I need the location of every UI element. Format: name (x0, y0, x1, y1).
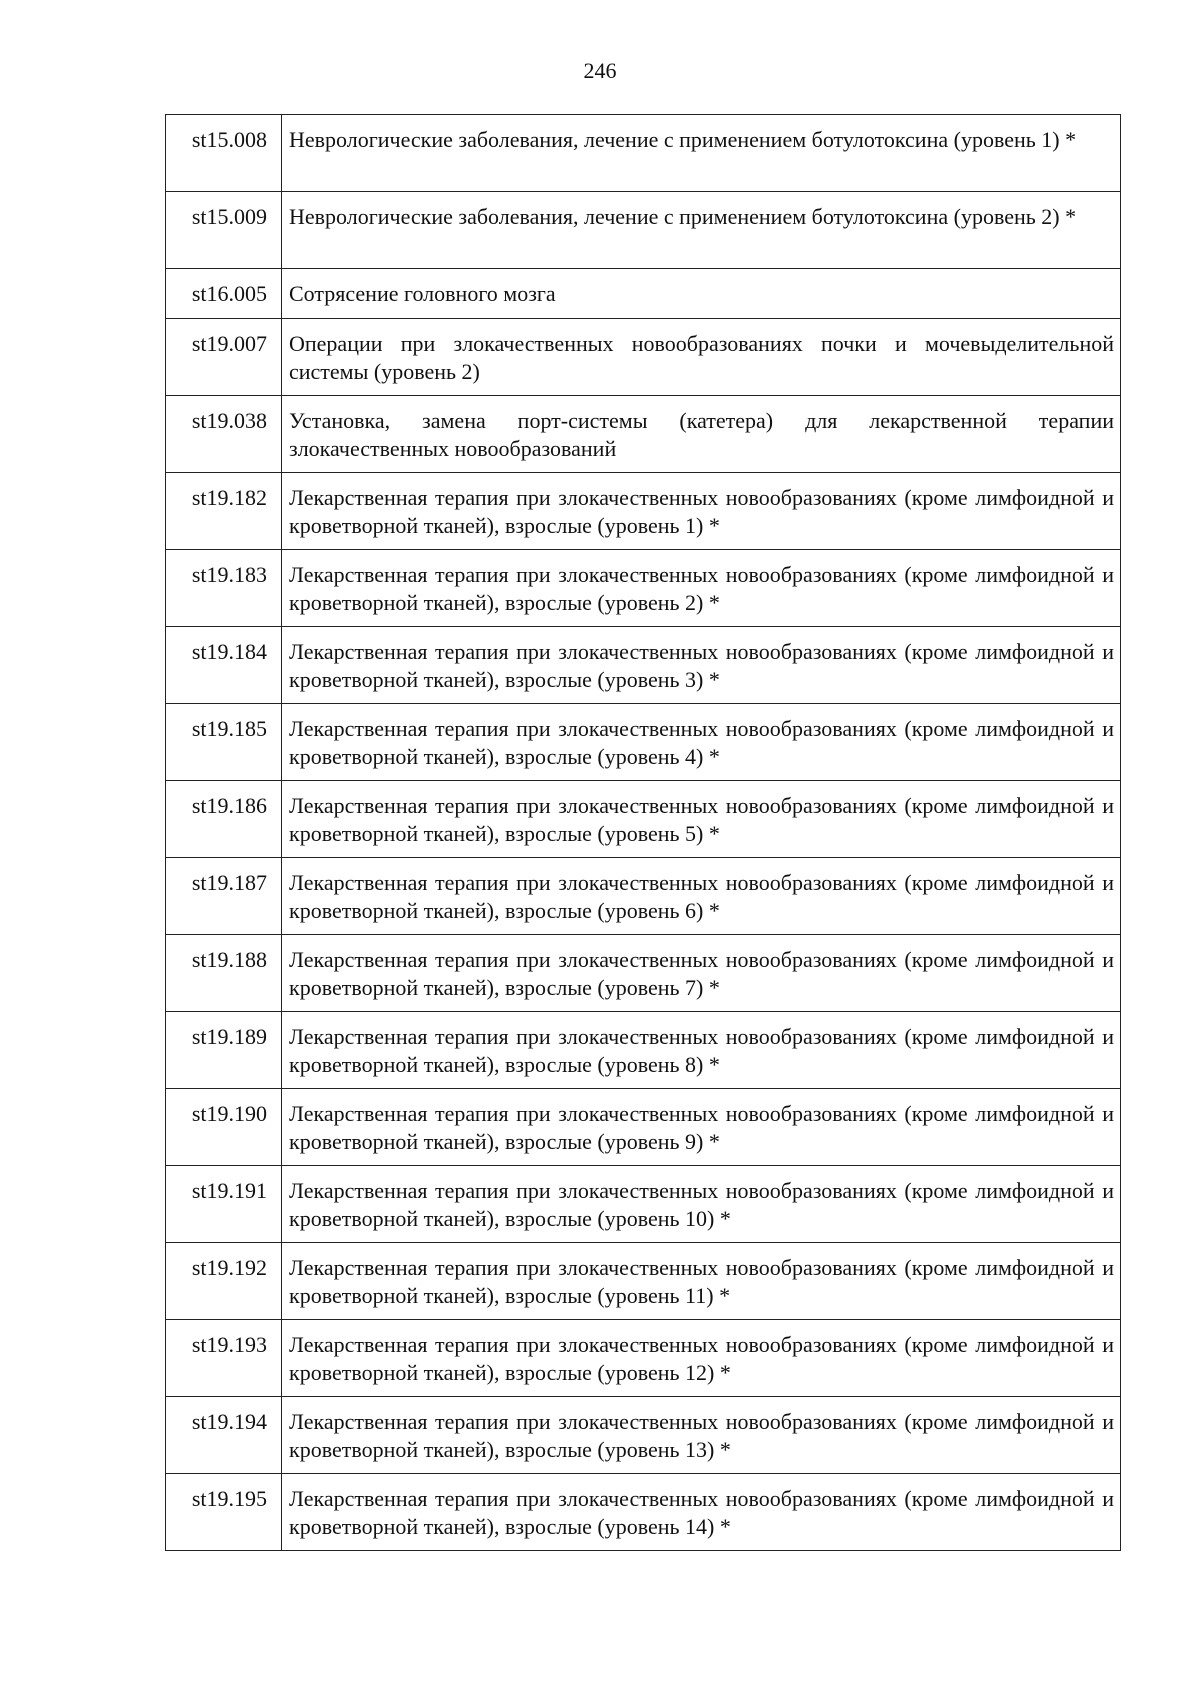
table-row (166, 192, 1121, 269)
table-row (166, 473, 1121, 550)
table-row (166, 1320, 1121, 1397)
table-row (166, 396, 1121, 473)
row-code: st19.185 (166, 704, 282, 781)
table-row (166, 781, 1121, 858)
row-description: Лекарственная терапия при злокачественных новообразованиях (кроме лимфоидной и кроветворной тканей), взрослые (уровень 3) * (282, 627, 1121, 704)
row-description: Лекарственная терапия при злокачественных новообразованиях (кроме лимфоидной и кроветворной тканей), взрослые (уровень 7) * (282, 935, 1121, 1012)
row-description: Неврологические заболевания, лечение с применением ботулотоксина (уровень 1) * (282, 115, 1121, 192)
codes-table (165, 114, 1121, 1551)
table-row (166, 269, 1121, 319)
table-row (166, 115, 1121, 192)
row-code: st19.192 (166, 1243, 282, 1320)
row-description: Лекарственная терапия при злокачественных новообразованиях (кроме лимфоидной и кроветворной тканей), взрослые (уровень 14) * (282, 1474, 1121, 1551)
row-code: st19.183 (166, 550, 282, 627)
row-description: Операции при злокачественных новообразованиях почки и мочевыделительной системы (уровень 2) (282, 319, 1121, 396)
table-row (166, 858, 1121, 935)
row-description: Лекарственная терапия при злокачественных новообразованиях (кроме лимфоидной и кроветворной тканей), взрослые (уровень 11) * (282, 1243, 1121, 1320)
row-code: st15.008 (166, 115, 282, 192)
row-description: Лекарственная терапия при злокачественных новообразованиях (кроме лимфоидной и кроветворной тканей), взрослые (уровень 9) * (282, 1089, 1121, 1166)
row-description: Лекарственная терапия при злокачественных новообразованиях (кроме лимфоидной и кроветворной тканей), взрослые (уровень 13) * (282, 1397, 1121, 1474)
row-description: Лекарственная терапия при злокачественных новообразованиях (кроме лимфоидной и кроветворной тканей), взрослые (уровень 1) * (282, 473, 1121, 550)
table-row (166, 935, 1121, 1012)
table-row (166, 319, 1121, 396)
row-description: Лекарственная терапия при злокачественных новообразованиях (кроме лимфоидной и кроветворной тканей), взрослые (уровень 2) * (282, 550, 1121, 627)
row-code: st15.009 (166, 192, 282, 269)
row-description: Лекарственная терапия при злокачественных новообразованиях (кроме лимфоидной и кроветворной тканей), взрослые (уровень 6) * (282, 858, 1121, 935)
row-code: st19.038 (166, 396, 282, 473)
table-row (166, 1397, 1121, 1474)
table-row (166, 1166, 1121, 1243)
row-code: st19.195 (166, 1474, 282, 1551)
table-row (166, 1012, 1121, 1089)
table-row (166, 1243, 1121, 1320)
row-description: Неврологические заболевания, лечение с применением ботулотоксина (уровень 2) * (282, 192, 1121, 269)
row-code: st19.187 (166, 858, 282, 935)
row-description: Лекарственная терапия при злокачественных новообразованиях (кроме лимфоидной и кроветворной тканей), взрослые (уровень 4) * (282, 704, 1121, 781)
row-code: st19.193 (166, 1320, 282, 1397)
table-row (166, 627, 1121, 704)
row-description: Лекарственная терапия при злокачественных новообразованиях (кроме лимфоидной и кроветворной тканей), взрослые (уровень 8) * (282, 1012, 1121, 1089)
table-row (166, 704, 1121, 781)
row-description: Лекарственная терапия при злокачественных новообразованиях (кроме лимфоидной и кроветворной тканей), взрослые (уровень 5) * (282, 781, 1121, 858)
page-number: 246 (583, 58, 617, 83)
row-code: st19.007 (166, 319, 282, 396)
table-row (166, 1089, 1121, 1166)
table-row (166, 1474, 1121, 1551)
row-code: st19.186 (166, 781, 282, 858)
row-code: st19.190 (166, 1089, 282, 1166)
row-description: Сотрясение головного мозга (282, 269, 1121, 319)
row-code: st19.189 (166, 1012, 282, 1089)
row-code: st19.194 (166, 1397, 282, 1474)
row-code: st16.005 (166, 269, 282, 319)
row-code: st19.188 (166, 935, 282, 1012)
row-code: st19.191 (166, 1166, 282, 1243)
row-description: Лекарственная терапия при злокачественных новообразованиях (кроме лимфоидной и кроветворной тканей), взрослые (уровень 12) * (282, 1320, 1121, 1397)
table-row (166, 550, 1121, 627)
row-description: Лекарственная терапия при злокачественных новообразованиях (кроме лимфоидной и кроветворной тканей), взрослые (уровень 10) * (282, 1166, 1121, 1243)
row-description: Установка, замена порт-системы (катетера) для лекарственной терапии злокачественных новообразований (282, 396, 1121, 473)
row-code: st19.182 (166, 473, 282, 550)
row-code: st19.184 (166, 627, 282, 704)
